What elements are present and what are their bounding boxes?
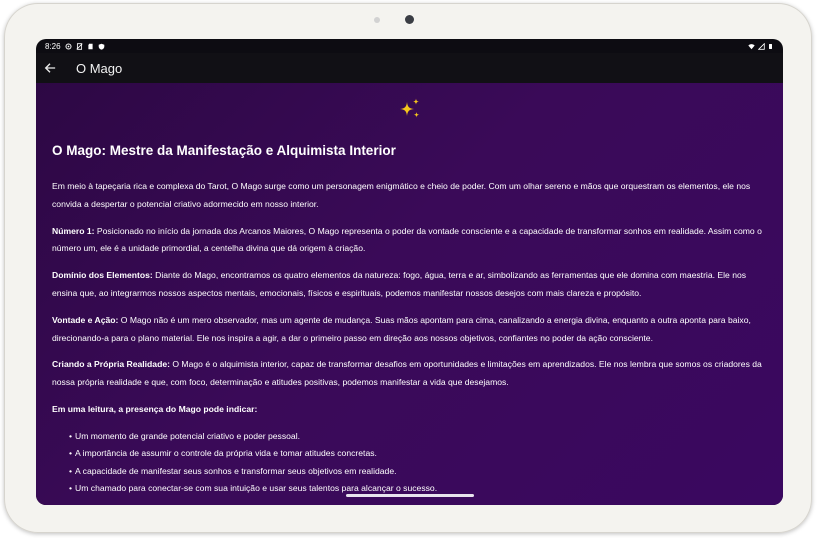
section-criando-realidade [52,356,769,392]
status-bar [36,39,783,53]
battery-icon [768,43,773,50]
signal-icon [758,43,765,50]
front-camera [405,15,414,24]
list-item: • Um momento de grande potencial criativo e poder pessoal. [69,428,769,446]
page-heading: O Mago: Mestre da Manifestação e Alquimista Interior [52,143,396,158]
section-dominio-elementos [52,267,769,303]
list-item: • Um chamado para conectar-se com sua intuição e usar seus talentos para alcançar o sucesso. [69,480,769,498]
light-sensor [374,17,380,23]
intro-paragraph: Em meio à tapeçaria rica e complexa do Tarot, O Mago surge como um personagem enigmático e cheio de poder. Com um olhar sereno e mãos que orquestram os elementos, ele nos convida a despertar o potencial criativo adormecido em nosso interior. [52,181,751,209]
status-time: 8:26 [45,41,61,51]
no-sim-icon [76,43,83,50]
section-label: Criando a Própria Realidade: [52,359,170,370]
section-label: Número 1: [52,225,95,236]
section-text: O Mago não é um mero observador, mas um agente de mudança. Suas mãos apontam para cima, canalizando a energia divina, enquanto a outra aponta para baixo, direcionando-a para o plano material. Ele nos inspira a agir, a dar o primeiro passo em direção aos nossos objetivos, confiantes no poder da ação consciente. [52,314,751,343]
section-vontade-acao [52,312,769,348]
tablet-frame [4,3,812,533]
section-label: Vontade e Ação: [52,314,119,325]
section-numero-1 [52,223,769,259]
sd-card-icon [87,43,94,50]
reading-label: Em uma leitura, a presença do Mago pode indicar: [52,403,258,414]
section-text: Posicionado no início da jornada dos Arcanos Maiores, O Mago representa o poder da vontade consciente e a capacidade de transformar sonhos em realidade. Assim como o número um, ele é a unidade primordial, a centelha divina que dá origem à criação. [52,225,762,254]
list-item: • A importância de assumir o controle da própria vida e tomar atitudes concretas. [69,445,769,463]
list-item: • A capacidade de manifestar seus sonhos e transformar seus objetivos em realidade. [69,463,769,481]
back-button[interactable] [36,53,70,83]
section-text: Diante do Mago, encontramos os quatro elementos da natureza: fogo, água, terra e ar, simbolizando as ferramentas que ele domina com maestria. Ele nos ensina que, ao integrarmos nossos aspectos mentais, emocionais, físicos e espirituais, podemos manifestar nossos desejos com mais clareza e propósito. [52,270,747,298]
arrow-left-icon [44,62,56,74]
reading-list [52,428,769,498]
sparkles-icon [398,97,422,121]
screen [36,39,783,505]
wifi-icon [748,43,755,50]
article-body [52,178,769,498]
shield-icon [98,43,105,50]
section-label: Domínio dos Elementos: [52,270,153,281]
settings-status-icon [65,43,72,50]
article-content[interactable] [36,83,783,505]
section-text: O Mago é o alquimista interior, capaz de transformar desafios em oportunidades e limitações em aprendizados. Ele nos lembra que somos os criadores da nossa própria realidade e que, com foco, determinação e atitudes positivas, podemos manifestar a vida que desejamos. [52,359,762,388]
app-bar [36,53,783,83]
app-title: O Mago [76,60,123,76]
home-indicator[interactable] [346,494,474,497]
